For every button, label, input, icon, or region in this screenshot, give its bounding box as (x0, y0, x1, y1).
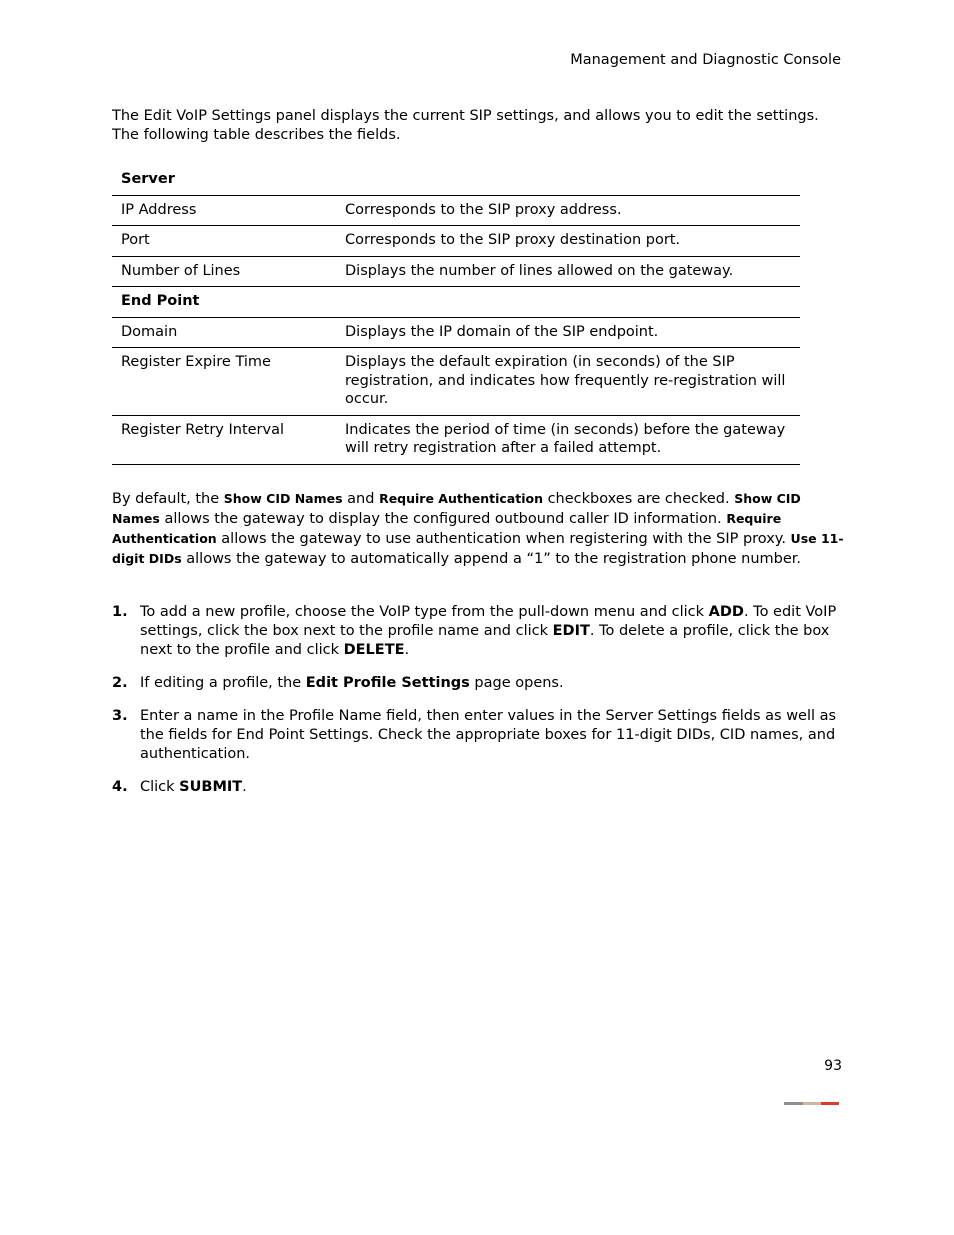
field-name: Register Retry Interval (112, 415, 336, 464)
table-row (112, 256, 800, 287)
ui-term-add: ADD (708, 604, 744, 620)
settings-fields-table (112, 166, 800, 465)
table-row (112, 348, 800, 416)
footer-rule-segment-gray (784, 1102, 803, 1105)
table-row (112, 226, 800, 257)
step-2: 2. If editing a profile, the Edit Profile Settings page opens. (112, 675, 564, 691)
footer-rule-segment-tan (803, 1102, 821, 1105)
procedure-steps (112, 603, 842, 811)
ui-term-require-authentication: Require Authentication (112, 511, 782, 546)
field-description: Corresponds to the SIP proxy address. (336, 195, 800, 226)
table-row (112, 195, 800, 226)
ui-term-edit-profile-settings: Edit Profile Settings (305, 675, 470, 691)
page-number: 93 (824, 1058, 842, 1074)
table-row (112, 415, 800, 464)
field-description: Displays the default expiration (in seconds) of the SIP registration, and indicates how frequently re-registration will occur. (336, 348, 800, 416)
ui-term-delete: DELETE (343, 642, 405, 658)
table-section-header (112, 287, 800, 318)
footer-color-rule (784, 1102, 839, 1105)
ui-term-submit: SUBMIT (179, 779, 243, 795)
field-name: Domain (112, 317, 336, 348)
field-description: Indicates the period of time (in seconds) before the gateway will retry registration after a failed attempt. (336, 415, 800, 464)
field-description: Displays the IP domain of the SIP endpoint. (336, 317, 800, 348)
field-description: Displays the number of lines allowed on the gateway. (336, 256, 800, 287)
section-title: End Point (112, 287, 800, 318)
ui-term-use-11-digit-dids: Use 11-digit DIDs (112, 531, 844, 566)
field-name: Register Expire Time (112, 348, 336, 416)
ui-term-show-cid-names: Show CID Names (223, 491, 343, 506)
field-description: Corresponds to the SIP proxy destination port. (336, 226, 800, 257)
step-1: 1. To add a new profile, choose the VoIP type from the pull-down menu and click ADD. To edit VoIP settings, click the box next to the profile name and click EDIT. To delete a profile, click the box next to the profile and click DELETE. (112, 604, 837, 658)
ui-term-require-authentication: Require Authentication (379, 491, 543, 506)
table-row (112, 317, 800, 348)
field-name: Port (112, 226, 336, 257)
step-number: 4. (112, 779, 128, 795)
step-4: 4. Click SUBMIT. (112, 779, 247, 795)
step-number: 2. (112, 675, 128, 691)
intro-paragraph: The Edit VoIP Settings panel displays the current SIP settings, and allows you to edit the settings. The following table describes the fields. (112, 108, 819, 143)
footer-rule-segment-red (821, 1102, 839, 1105)
ui-term-edit: EDIT (552, 623, 590, 639)
step-number: 3. (112, 708, 128, 724)
ui-term-show-cid-names: Show CID Names (112, 491, 801, 526)
field-name: Number of Lines (112, 256, 336, 287)
section-title: Server (112, 166, 800, 195)
running-header: Management and Diagnostic Console (570, 52, 841, 68)
field-name: IP Address (112, 195, 336, 226)
step-3: 3. Enter a name in the Profile Name field, then enter values in the Server Settings fields as well as the fields for End Point Settings. Check the appropriate boxes for 11-digit DIDs, CID names, and authentication. (112, 708, 837, 762)
step-number: 1. (112, 604, 128, 620)
table-section-header (112, 166, 800, 195)
defaults-paragraph: By default, the Show CID Names and Require Authentication checkboxes are checked. Show CID Names allows the gateway to display the configured outbound caller ID information. Require Authentication allows the gateway to use authentication when registering with the SIP proxy. Use 11-digit DIDs allows the gateway to automatically append a “1” to the registration phone number. (112, 491, 844, 567)
